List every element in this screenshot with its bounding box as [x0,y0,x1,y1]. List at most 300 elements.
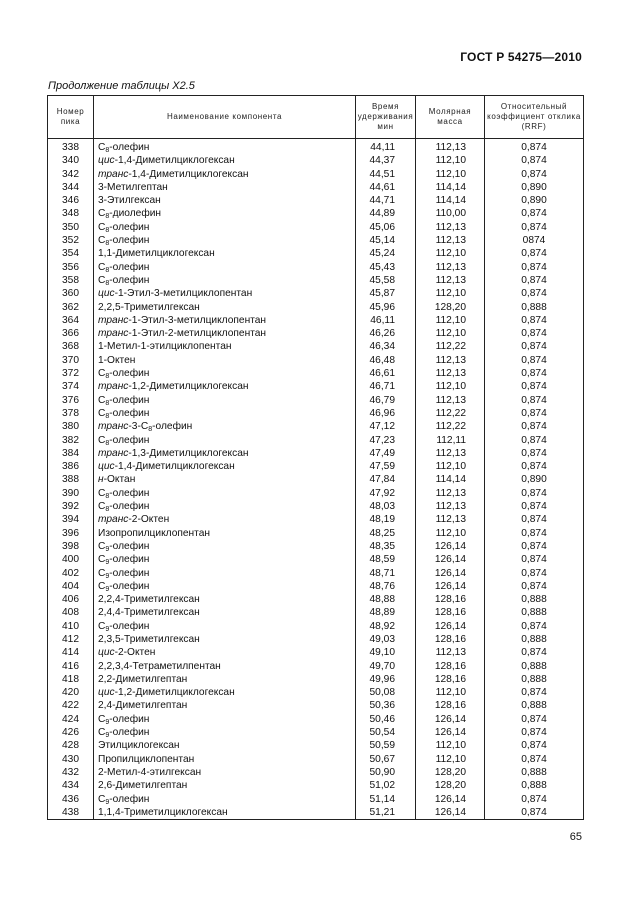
peak-number-cell: 362 [48,301,94,314]
header-molar-mass: Молярная масса [416,96,485,139]
molar-mass-cell: 126,14 [416,553,485,566]
rrf-cell: 0,890 [485,181,584,194]
component-name-part: -олефин [109,394,150,406]
component-name-part: -1,4-Диметилциклогексан [114,155,235,167]
page-number: 65 [569,831,582,843]
retention-time-cell: 45,24 [356,247,416,260]
peak-number-cell: 338 [48,139,94,155]
table-header-row [48,96,584,139]
component-name-part: транс [98,514,129,526]
component-name-cell [94,247,356,260]
molar-mass-cell: 126,14 [416,620,485,633]
peak-number-cell: 382 [48,434,94,447]
rrf-cell: 0,874 [485,806,584,820]
component-name-cell [94,766,356,779]
component-name-part: -олефин [109,620,150,632]
peak-number-cell: 390 [48,487,94,500]
rrf-cell: 0,888 [485,699,584,712]
retention-time-cell: 46,71 [356,380,416,393]
component-name-part: -олефин [109,567,150,579]
component-name-part: C [98,501,106,513]
peak-number-cell: 408 [48,606,94,619]
peak-number-cell: 356 [48,261,94,274]
component-name-part: 8 [148,426,153,434]
component-name-part: 2,2,3,4-Тетраметилпентан [98,660,221,672]
component-name-part: 8 [105,506,110,514]
peak-number-cell: 372 [48,367,94,380]
component-name-part: -1-Этил-3-метилциклопентан [128,314,267,326]
retention-time-cell: 46,48 [356,354,416,367]
component-name-part: транс [98,447,129,459]
component-name-cell [94,380,356,393]
component-name-part: 2,4,4-Триметилгексан [98,607,200,619]
retention-time-cell: 48,88 [356,593,416,606]
table-row [48,620,584,633]
component-name-part: C [98,221,106,233]
molar-mass-cell: 128,20 [416,766,485,779]
component-name-cell [94,154,356,167]
peak-number-cell: 364 [48,314,94,327]
component-name-part: 9 [105,585,110,593]
component-name-part: C [98,567,106,579]
rrf-cell: 0,874 [485,713,584,726]
component-name-part: 2,2-Диметилгептан [98,673,188,685]
component-name-part: -олефин [152,421,193,433]
molar-mass-cell: 112,13 [416,646,485,659]
rrf-cell: 0,888 [485,779,584,792]
molar-mass-cell: 114,14 [416,194,485,207]
rrf-cell: 0,874 [485,513,584,526]
molar-mass-cell: 112,22 [416,420,485,433]
molar-mass-cell: 112,10 [416,527,485,540]
table-row [48,606,584,619]
component-name-part: -олефин [109,487,150,499]
molar-mass-cell: 128,16 [416,660,485,673]
rrf-cell: 0,874 [485,500,584,513]
retention-time-cell: 44,89 [356,207,416,220]
peak-number-cell: 376 [48,394,94,407]
component-name-part: транс [98,328,129,340]
rrf-cell: 0,874 [485,367,584,380]
peak-number-cell: 352 [48,234,94,247]
molar-mass-cell: 112,10 [416,327,485,340]
header-rrf: Относительный коэффициент отклика (RRF) [485,96,584,139]
component-name-cell [94,540,356,553]
component-name-part: 2,4-Диметилгептан [98,700,188,712]
component-name-part: 9 [105,732,110,740]
peak-number-cell: 388 [48,473,94,486]
component-name-cell [94,580,356,593]
table-row [48,500,584,513]
component-name-part: -1,2-Диметилциклогексан [128,381,249,393]
table-row [48,327,584,340]
table-row [48,673,584,686]
table-row [48,340,584,353]
component-name-part: -1,4-Диметилциклогексан [114,461,235,473]
retention-time-cell: 48,76 [356,580,416,593]
retention-time-cell: 46,79 [356,394,416,407]
component-name-part: C [98,727,106,739]
retention-time-cell: 51,21 [356,806,416,820]
retention-time-cell: 46,61 [356,367,416,380]
component-name-cell [94,327,356,340]
component-name-cell [94,527,356,540]
component-name-part: транс [98,381,129,393]
rrf-cell: 0,874 [485,247,584,260]
peak-number-cell: 430 [48,753,94,766]
component-name-cell [94,726,356,739]
component-name-cell [94,713,356,726]
component-name-part: -олефин [109,274,150,286]
molar-mass-cell: 112,13 [416,274,485,287]
component-name-cell [94,500,356,513]
peak-number-cell: 396 [48,527,94,540]
peak-number-cell: 414 [48,646,94,659]
rrf-cell: 0,874 [485,354,584,367]
component-name-part: транс [98,314,129,326]
retention-time-cell: 47,92 [356,487,416,500]
component-name-part: -1,2-Диметилциклогексан [114,687,235,699]
peak-number-cell: 402 [48,567,94,580]
retention-time-cell: 50,46 [356,713,416,726]
rrf-cell: 0,874 [485,207,584,220]
component-name-part: 2,3,5-Триметилгексан [98,633,200,645]
component-name-part: транс [98,168,129,180]
retention-time-cell: 48,35 [356,540,416,553]
molar-mass-cell: 126,14 [416,567,485,580]
retention-time-cell: 44,71 [356,194,416,207]
rrf-cell: 0,874 [485,420,584,433]
peak-number-cell: 398 [48,540,94,553]
table-row [48,420,584,433]
component-name-part: 8 [105,213,110,221]
molar-mass-cell: 112,10 [416,753,485,766]
rrf-cell: 0,874 [485,274,584,287]
peak-number-cell: 344 [48,181,94,194]
molar-mass-cell: 112,10 [416,314,485,327]
peak-number-cell: 350 [48,221,94,234]
rrf-cell: 0,874 [485,287,584,300]
component-name-cell [94,314,356,327]
molar-mass-cell: 112,10 [416,739,485,752]
peak-number-cell: 412 [48,633,94,646]
retention-time-cell: 50,59 [356,739,416,752]
component-name-cell [94,274,356,287]
molar-mass-cell: 112,10 [416,168,485,181]
table-row [48,540,584,553]
component-name-cell [94,660,356,673]
rrf-cell: 0,888 [485,660,584,673]
component-name-cell [94,779,356,792]
table-row [48,726,584,739]
rrf-cell: 0,874 [485,261,584,274]
component-name-cell [94,367,356,380]
peak-number-cell: 358 [48,274,94,287]
rrf-cell: 0,874 [485,221,584,234]
rrf-cell: 0,890 [485,473,584,486]
component-name-part: C [98,713,106,725]
table-row [48,699,584,712]
component-name-part: 9 [105,572,110,580]
peak-number-cell: 434 [48,779,94,792]
rrf-cell: 0,874 [485,620,584,633]
component-name-cell [94,420,356,433]
component-name-part: C [98,261,106,273]
component-name-part: C [98,407,106,419]
molar-mass-cell: 128,20 [416,301,485,314]
component-name-cell [94,181,356,194]
table-row [48,793,584,806]
table-row [48,274,584,287]
component-name-cell [94,234,356,247]
component-name-part: 1,1,4-Триметилциклогексан [98,806,228,818]
retention-time-cell: 44,61 [356,181,416,194]
component-name-part: C [98,142,106,153]
component-name-cell [94,407,356,420]
retention-time-cell: 48,59 [356,553,416,566]
retention-time-cell: 48,25 [356,527,416,540]
component-name-part: 9 [105,625,110,633]
table-row [48,593,584,606]
rrf-cell: 0,874 [485,340,584,353]
peak-number-cell: 400 [48,553,94,566]
retention-time-cell: 50,08 [356,686,416,699]
component-name-part: -олефин [109,501,150,513]
rrf-cell: 0,874 [485,793,584,806]
molar-mass-cell: 126,14 [416,806,485,820]
peak-number-cell: 378 [48,407,94,420]
table-row [48,367,584,380]
component-name-part: C [98,434,106,446]
component-name-cell [94,287,356,300]
rrf-cell: 0,874 [485,380,584,393]
table-row [48,527,584,540]
peak-number-cell: 422 [48,699,94,712]
rrf-cell: 0,874 [485,407,584,420]
component-name-part: -1,3-Диметилциклогексан [128,447,249,459]
table-row [48,301,584,314]
component-name-cell [94,221,356,234]
molar-mass-cell: 112,13 [416,139,485,155]
retention-time-cell: 45,06 [356,221,416,234]
component-name-part: -1-Этил-3-метилциклопентан [114,288,253,300]
peak-number-cell: 348 [48,207,94,220]
component-name-part: цис [98,288,115,300]
component-name-part: -олефин [109,235,150,247]
component-name-part: 3-Этилгексан [98,195,161,207]
table-row [48,221,584,234]
component-name-part: 8 [105,279,110,287]
component-name-cell [94,793,356,806]
component-name-part: C [98,208,106,220]
table-row [48,766,584,779]
peak-number-cell: 354 [48,247,94,260]
component-name-cell [94,168,356,181]
retention-time-cell: 47,84 [356,473,416,486]
rrf-cell: 0,874 [485,726,584,739]
table-row [48,154,584,167]
component-name-cell [94,394,356,407]
component-name-cell [94,686,356,699]
component-name-part: -2-Октен [114,647,156,659]
table-row [48,207,584,220]
component-name-cell [94,434,356,447]
molar-mass-cell: 112,10 [416,460,485,473]
rrf-cell: 0,888 [485,673,584,686]
molar-mass-cell: 112,13 [416,487,485,500]
component-name-cell [94,739,356,752]
component-name-part: C [98,235,106,247]
component-name-part: -олефин [109,554,150,566]
rrf-cell: 0,874 [485,327,584,340]
component-name-part: C [98,274,106,286]
component-name-part: 8 [105,147,110,154]
table-row [48,473,584,486]
component-name-cell [94,633,356,646]
table-row [48,407,584,420]
peak-number-cell: 424 [48,713,94,726]
component-name-cell [94,194,356,207]
component-name-part: -олефин [109,727,150,739]
retention-time-cell: 50,90 [356,766,416,779]
retention-time-cell: 44,11 [356,139,416,155]
rrf-cell: 0,874 [485,739,584,752]
component-name-part: C [98,793,106,805]
retention-time-cell: 49,10 [356,646,416,659]
retention-time-cell: 51,14 [356,793,416,806]
component-name-part: 1,1-Диметилциклогексан [98,248,215,260]
peak-number-cell: 368 [48,340,94,353]
peak-number-cell: 436 [48,793,94,806]
table-row [48,753,584,766]
rrf-cell: 0,874 [485,434,584,447]
table-row [48,168,584,181]
component-name-part: C [98,368,106,380]
components-table [47,95,584,820]
table-row [48,447,584,460]
retention-time-cell: 49,70 [356,660,416,673]
rrf-cell: 0,874 [485,527,584,540]
table-body [48,139,584,820]
retention-time-cell: 48,92 [356,620,416,633]
molar-mass-cell: 128,20 [416,779,485,792]
component-name-part: 8 [105,266,110,274]
component-name-part: 8 [105,399,110,407]
component-name-part: C [98,540,106,552]
component-name-cell [94,753,356,766]
retention-time-cell: 45,58 [356,274,416,287]
molar-mass-cell: 114,14 [416,473,485,486]
rrf-cell: 0,874 [485,394,584,407]
component-name-cell [94,261,356,274]
component-name-part: C [98,394,106,406]
component-name-part: -1,4-Диметилциклогексан [128,168,249,180]
peak-number-cell: 426 [48,726,94,739]
rrf-cell: 0,874 [485,580,584,593]
table-row [48,460,584,473]
rrf-cell: 0,874 [485,686,584,699]
component-name-cell [94,593,356,606]
retention-time-cell: 50,67 [356,753,416,766]
component-name-part: 8 [105,240,110,248]
component-name-cell [94,673,356,686]
molar-mass-cell: 128,16 [416,606,485,619]
molar-mass-cell: 112,10 [416,686,485,699]
rrf-cell: 0,874 [485,753,584,766]
component-name-part: Пропилциклопентан [98,753,195,765]
component-name-cell [94,354,356,367]
component-name-part: 3-Метилгептан [98,181,168,193]
table-row [48,553,584,566]
retention-time-cell: 47,49 [356,447,416,460]
component-name-part: -олефин [109,434,150,446]
molar-mass-cell: 112,13 [416,500,485,513]
component-name-part: 1-Метил-1-этилциклопентан [98,341,232,353]
rrf-cell: 0,874 [485,168,584,181]
table-row [48,247,584,260]
component-name-part: Этилциклогексан [98,740,180,752]
component-name-cell [94,139,356,155]
standard-number: ГОСТ Р 54275—2010 [460,50,582,64]
rrf-cell: 0,888 [485,593,584,606]
component-name-cell [94,487,356,500]
rrf-cell: 0874 [485,234,584,247]
molar-mass-cell: 112,11 [416,434,485,447]
molar-mass-cell: 112,13 [416,354,485,367]
component-name-part: -Октан [103,474,136,486]
molar-mass-cell: 112,13 [416,234,485,247]
component-name-part: Изопропилциклопентан [98,527,211,539]
molar-mass-cell: 126,14 [416,580,485,593]
retention-time-cell: 44,51 [356,168,416,181]
table-row [48,261,584,274]
molar-mass-cell: 112,13 [416,394,485,407]
molar-mass-cell: 126,14 [416,726,485,739]
table-row [48,806,584,820]
table-row [48,394,584,407]
component-name-part: -олефин [109,368,150,380]
molar-mass-cell: 114,14 [416,181,485,194]
component-name-cell [94,806,356,820]
rrf-cell: 0,874 [485,567,584,580]
component-name-part: 8 [105,492,110,500]
molar-mass-cell: 112,13 [416,367,485,380]
component-name-part: цис [98,687,115,699]
peak-number-cell: 438 [48,806,94,820]
molar-mass-cell: 128,16 [416,633,485,646]
peak-number-cell: 342 [48,168,94,181]
rrf-cell: 0,874 [485,447,584,460]
peak-number-cell: 360 [48,287,94,300]
peak-number-cell: 418 [48,673,94,686]
component-name-part: -олефин [109,407,150,419]
molar-mass-cell: 112,13 [416,513,485,526]
retention-time-cell: 47,23 [356,434,416,447]
molar-mass-cell: 112,13 [416,261,485,274]
peak-number-cell: 406 [48,593,94,606]
component-name-part: 8 [105,439,110,447]
component-name-part: -олефин [109,261,150,273]
component-name-cell [94,340,356,353]
rrf-cell: 0,874 [485,154,584,167]
retention-time-cell: 49,96 [356,673,416,686]
component-name-part: -олефин [109,142,150,153]
component-name-part: 8 [105,373,110,381]
retention-time-cell: 51,02 [356,779,416,792]
peak-number-cell: 410 [48,620,94,633]
table-row [48,633,584,646]
retention-time-cell: 46,26 [356,327,416,340]
